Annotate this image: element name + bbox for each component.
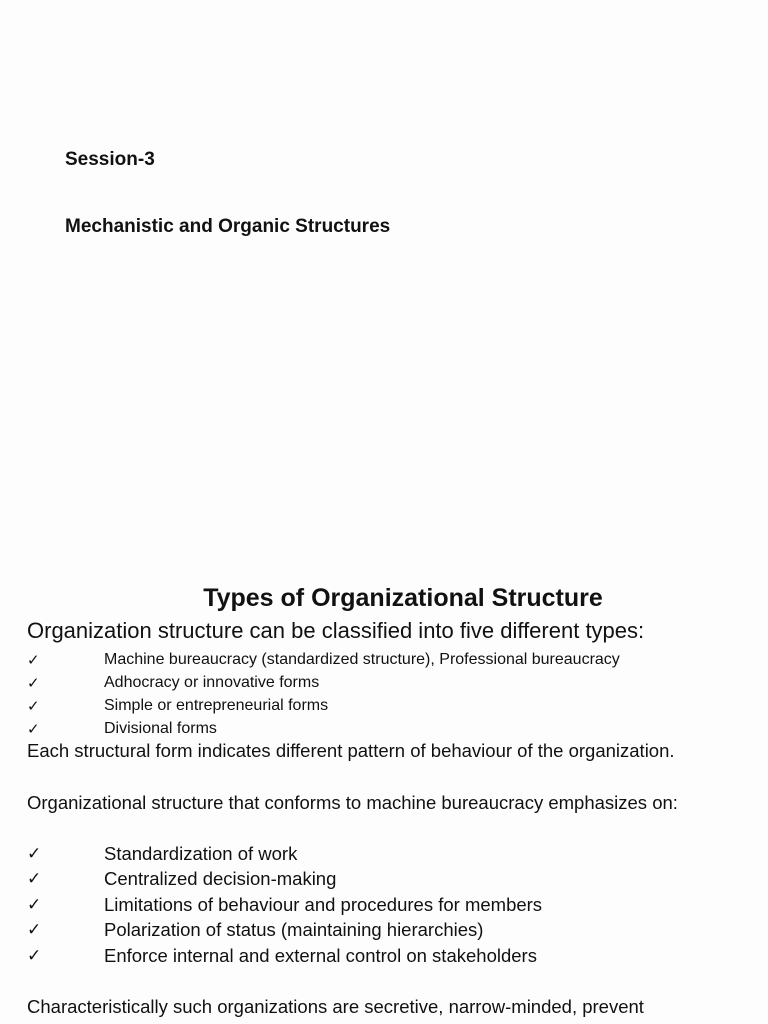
list-item-label: Enforce internal and external control on stakeholders <box>104 944 537 966</box>
list-item <box>27 918 757 944</box>
list-item <box>27 841 757 867</box>
emphasis-list <box>27 841 757 969</box>
list-item <box>27 648 757 671</box>
list-item-label: Limitations of behaviour and procedures for members <box>104 893 543 915</box>
types-list <box>27 648 757 740</box>
list-item-label: Polarization of status (maintaining hierarchies) <box>104 919 484 941</box>
intro-text: Organization structure can be classified into five different types: <box>27 618 645 643</box>
list-item-label: Standardization of work <box>104 842 298 864</box>
list-item <box>27 694 757 717</box>
paragraph: Organizational structure that conforms to machine bureaucracy emphasizes on: <box>27 792 678 813</box>
list-item <box>27 867 757 893</box>
list-item-label: Simple or entrepreneurial forms <box>104 696 329 714</box>
list-item-label: Divisional forms <box>104 719 217 737</box>
checkmark-icon: ✓ <box>27 945 42 966</box>
slide-heading: Types of Organizational Structure <box>203 584 603 612</box>
paragraph: Each structural form indicates different pattern of behaviour of the organization. <box>27 740 675 761</box>
list-item-label: Centralized decision-making <box>104 868 337 890</box>
list-item <box>27 943 757 969</box>
list-item <box>27 671 757 694</box>
checkmark-icon: ✓ <box>27 650 40 669</box>
session-subtitle: Mechanistic and Organic Structures <box>65 216 391 237</box>
session-label: Session-3 <box>65 149 155 170</box>
checkmark-icon: ✓ <box>27 869 42 890</box>
content-slide <box>0 580 768 1024</box>
list-item-label: Adhocracy or innovative forms <box>104 673 320 691</box>
checkmark-icon: ✓ <box>27 894 42 915</box>
list-item-label: Machine bureaucracy (standardized structure), Professional bureaucracy <box>104 650 620 668</box>
checkmark-icon: ✓ <box>27 696 40 715</box>
list-item <box>27 892 757 918</box>
paragraph: Characteristically such organizations are secretive, narrow-minded, prevent <box>27 996 644 1017</box>
checkmark-icon: ✓ <box>27 843 42 864</box>
checkmark-icon: ✓ <box>27 920 42 941</box>
checkmark-icon: ✓ <box>27 673 40 692</box>
list-item <box>27 717 757 740</box>
checkmark-icon: ✓ <box>27 719 40 738</box>
